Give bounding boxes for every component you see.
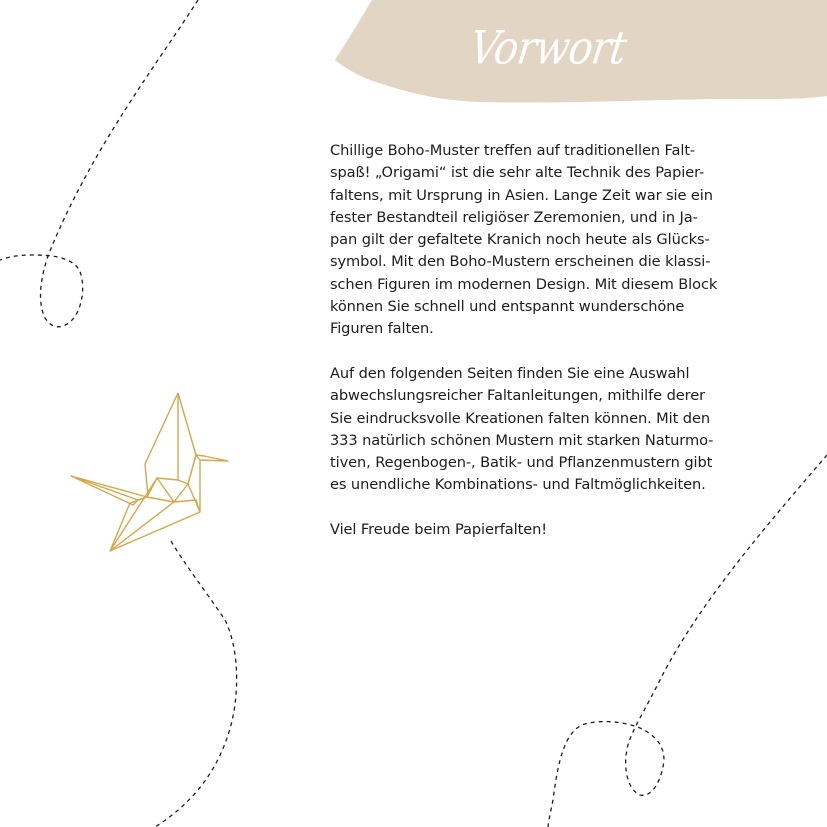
- text-line: Chillige Boho-Muster treffen auf traditionellen Falt-: [330, 142, 696, 159]
- text-line: spaß! „Origami“ ist die sehr alte Technik des Papier-: [330, 164, 705, 182]
- origami-crane-icon: [71, 393, 228, 551]
- text-line: es unendliche Kombinations- und Faltmöglichkeiten.: [330, 476, 706, 494]
- text-line: abwechslungsreicher Faltanleitungen, mithilfe derer: [330, 387, 705, 405]
- body-text: [330, 140, 760, 564]
- text-line: können Sie schnell und entspannt wunderschöne: [330, 298, 685, 316]
- dashed-path-bottom-left: [155, 541, 237, 827]
- text-line: schen Figuren im modernen Design. Mit diesem Block: [330, 275, 718, 293]
- paragraph-intro: [330, 140, 760, 341]
- text-line: tiven, Regenbogen-, Batik- und Pflanzenmustern gibt: [330, 454, 713, 472]
- paragraph-closing: [330, 519, 760, 541]
- text-line: 333 natürlich schönen Mustern mit starken Naturmo-: [330, 431, 714, 449]
- text-line: faltens, mit Ursprung in Asien. Lange Zeit war sie ein: [330, 186, 713, 204]
- text-line: Auf den folgenden Seiten finden Sie eine Auswahl: [330, 364, 690, 382]
- text-line: pan gilt der gefaltete Kranich noch heute als Glücks-: [330, 231, 710, 249]
- page-title: Vorwort: [466, 22, 629, 75]
- text-line: Viel Freude beim Papierfalten!: [330, 521, 547, 539]
- text-line: symbol. Mit den Boho-Mustern erscheinen die klassi-: [330, 253, 711, 271]
- dashed-path-top-left: [0, 0, 198, 327]
- text-line: Figuren falten.: [330, 320, 434, 338]
- paragraph-contents: [330, 363, 760, 497]
- text-line: Sie eindrucksvolle Kreationen falten können. Mit den: [330, 409, 710, 427]
- text-line: fester Bestandteil religiöser Zeremonien, und in Ja-: [330, 208, 698, 226]
